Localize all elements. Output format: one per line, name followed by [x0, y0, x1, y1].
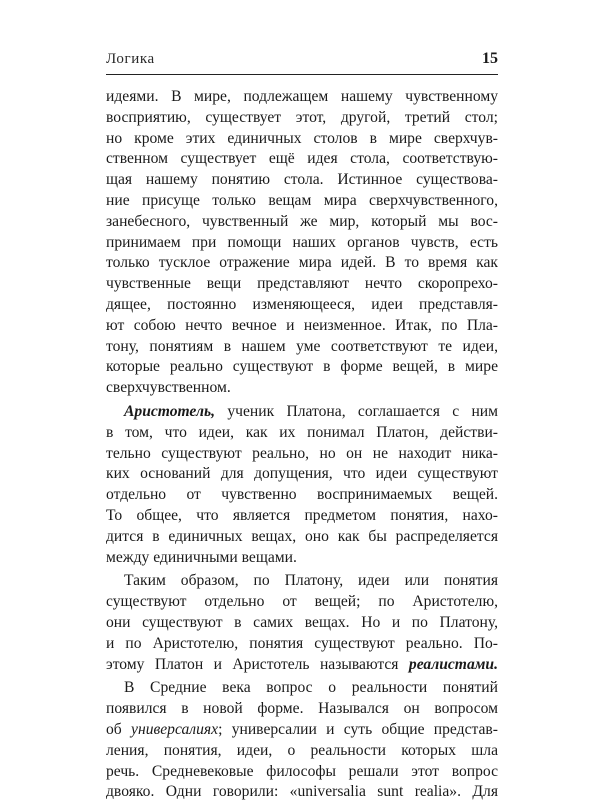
- text-line: между единичными вещами.: [106, 548, 297, 566]
- text-line: принимаем при помощи наших органов чувств, есть: [106, 233, 498, 251]
- text-line: и по Аристотелю, понятия существуют реально. По-: [106, 634, 498, 652]
- text-line: дится в единичных вещах, оно как бы распределяется: [106, 527, 498, 545]
- text-line: сверхчувственном.: [106, 379, 231, 397]
- text-line: [106, 655, 498, 676]
- paragraph-universals: [106, 678, 498, 803]
- text-line: тельно существуют реально, но он не находит ника-: [106, 444, 498, 462]
- term-realists: реалистами.: [408, 655, 498, 673]
- text-line: [106, 402, 498, 423]
- text-line: восприятию, существует этот, другой, третий стол;: [106, 108, 498, 126]
- text-line: речь. Средневековые философы решали этот вопрос: [106, 762, 498, 780]
- text-line: Таким образом, по Платону, идеи или понятия: [124, 572, 498, 590]
- text-line: которые реально существуют в форме вещей, в мире: [106, 358, 498, 376]
- page-number: 15: [482, 50, 498, 67]
- text-line: ления, понятия, идеи, о реальности которых шла: [106, 741, 498, 759]
- header-rule: [106, 74, 498, 75]
- text-line: щая нашему понятию стола. Истинное существова-: [106, 171, 498, 189]
- term-aristotle: Аристотель,: [124, 402, 215, 420]
- text-line: дящее, постоянно изменяющееся, идеи представля-: [106, 295, 498, 313]
- text-line: ние присуще только вещам мира сверхчувственного,: [106, 191, 498, 209]
- text-run: этому Платон и Аристотель называются: [106, 655, 409, 673]
- text-line: ких оснований для допущения, что идеи существуют: [106, 465, 498, 483]
- text-line: То общее, что является предметом понятия, нахо-: [106, 506, 498, 524]
- paragraph-plato: [106, 87, 498, 399]
- text-line: отдельно от чувственно воспринимаемых вещей.: [106, 486, 498, 504]
- text-line: только тусклое отражение мира идей. В то время как: [106, 254, 498, 272]
- text-line: они существуют в самих вещах. Но и по Платону,: [106, 613, 498, 631]
- running-title: Логика: [106, 51, 155, 67]
- term-universals: универсалиях: [131, 720, 219, 738]
- text-line: в том, что идеи, как их понимал Платон, действи-: [106, 423, 498, 441]
- paragraph-realists: [106, 571, 498, 675]
- text-line: занебесного, чувственный же мир, который мы вос-: [106, 212, 498, 230]
- paragraph-aristotle: [106, 402, 498, 568]
- running-head: [106, 50, 498, 72]
- body-text: [106, 87, 498, 803]
- text-run: ; универсалии и суть общие представ-: [218, 720, 498, 738]
- book-page: [106, 50, 498, 803]
- text-line: двояко. Одни говорили: «universalia sunt realia». Для: [106, 783, 498, 801]
- text-line: В Средние века вопрос о реальности понятий: [124, 679, 498, 697]
- text-run: об: [106, 720, 132, 738]
- text-line: ют собою нечто вечное и неизменное. Итак, по Пла-: [106, 316, 498, 334]
- text-run: ученик Платона, соглашается с ним: [215, 402, 498, 420]
- text-line: [106, 720, 498, 741]
- text-line: ственном существует ещё идея стола, соответствую-: [106, 150, 498, 168]
- text-line: чувственные вещи представляют нечто скоропрехо-: [106, 275, 498, 293]
- text-line: тону, понятиям в нашем уме соответствуют те идеи,: [106, 337, 498, 355]
- text-line: но кроме этих единичных столов в мире сверхчув-: [106, 129, 498, 147]
- text-line: идеями. В мире, подлежащем нашему чувственному: [106, 88, 498, 105]
- text-line: появился в новой форме. Назывался он вопросом: [106, 700, 498, 718]
- text-line: существуют отдельно от вещей; по Аристотелю,: [106, 593, 498, 611]
